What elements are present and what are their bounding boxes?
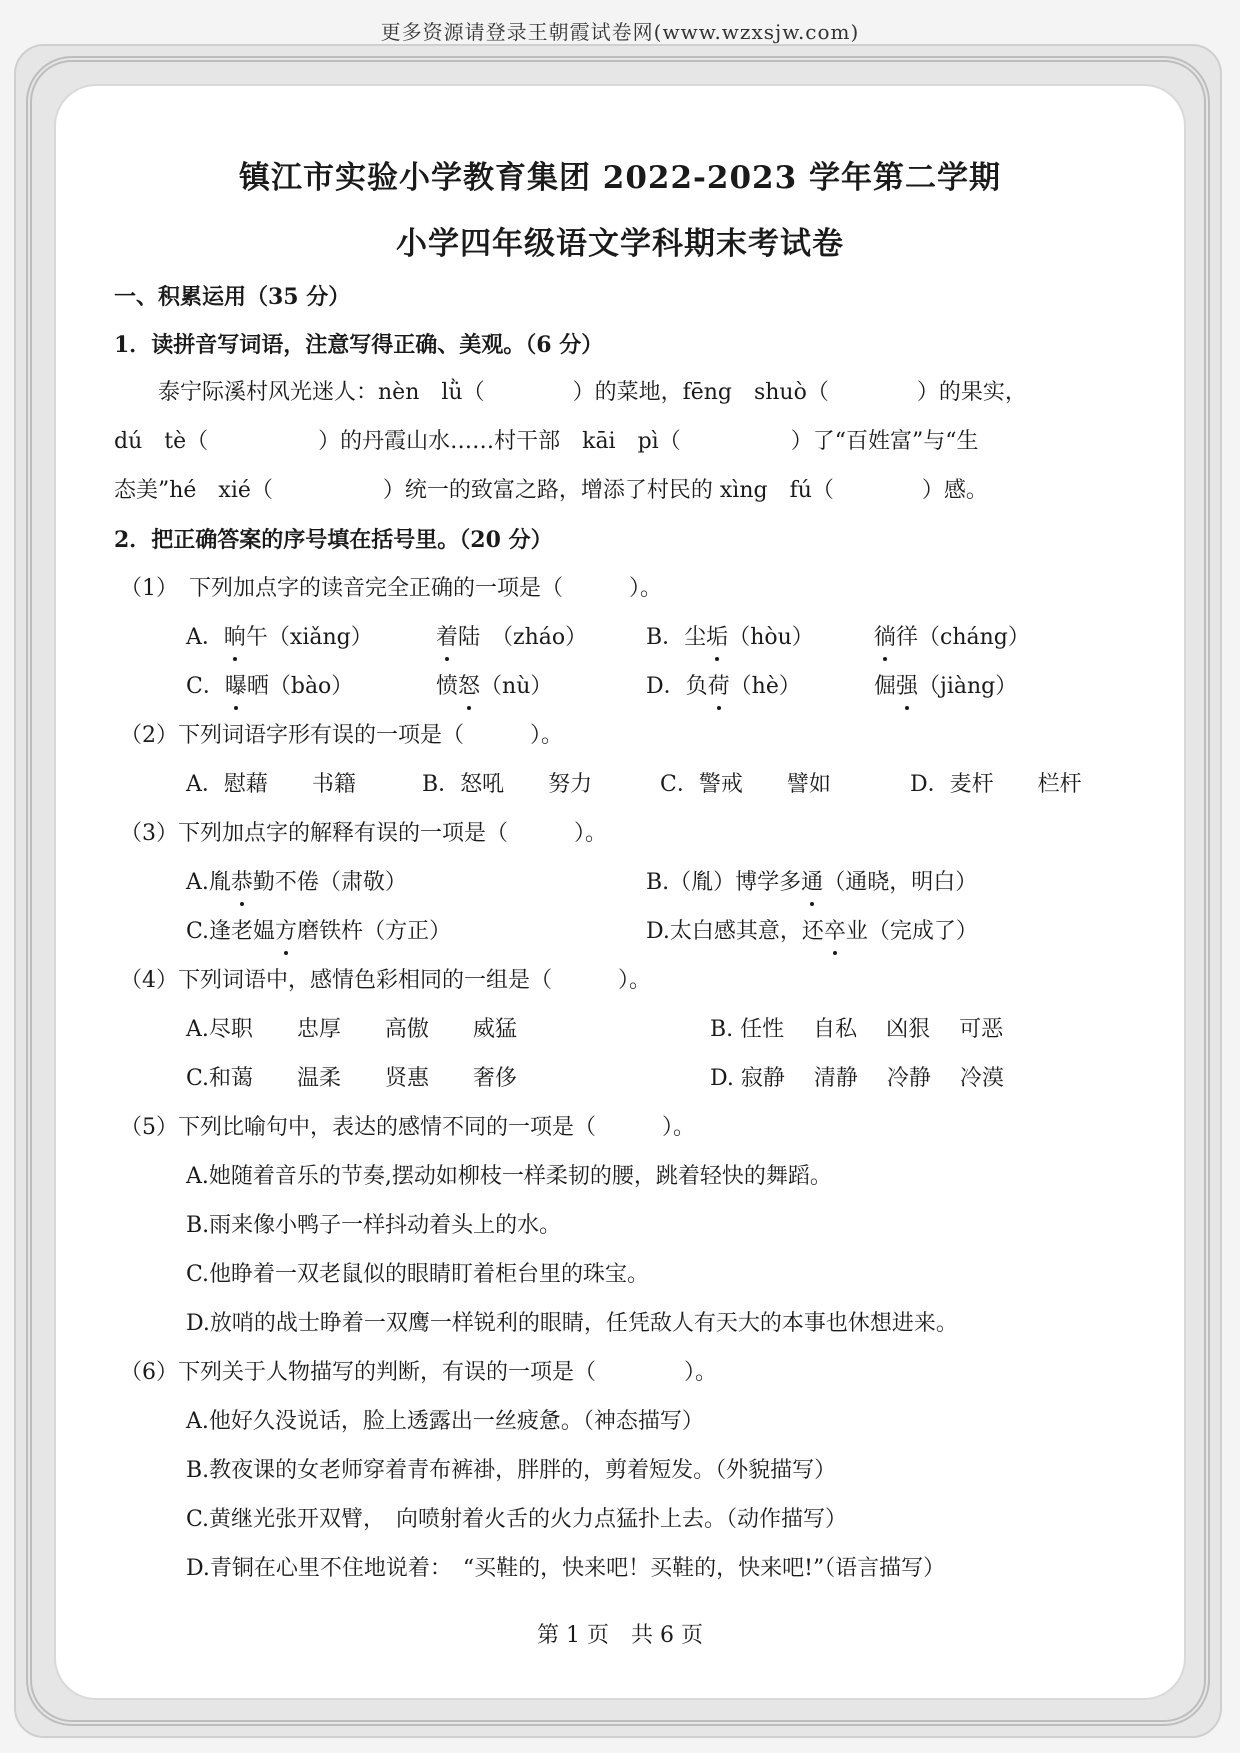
subquestion-6-option-d: D.青铜在心里不住地说着： “买鞋的，快来吧！买鞋的，快来吧!”（语言描写） (186, 1556, 946, 1581)
subquestion-3-stem: （3）下列加点字的解释有误的一项是（ ）。 (120, 821, 607, 846)
exam-title: 镇江市实验小学教育集团 2022-2023 学年第二学期 (238, 160, 1001, 196)
subquestion-2-option-b: B．怒吼 努力 (422, 772, 593, 797)
subquestion-2-option-c: C．警戒 譬如 (660, 772, 831, 797)
subquestion-1-option-a1: A．晌午（xiǎng） (186, 623, 373, 653)
subquestion-4-option-b: B. 任性 自私 凶狠 可恶 (710, 1017, 1004, 1042)
exam-subtitle: 小学四年级语文学科期末考试卷 (396, 226, 844, 262)
question-1-heading: 1．读拼音写词语，注意写得正确、美观。（6 分） (114, 332, 604, 358)
subquestion-1-option-c1: C．曝晒（bào） (186, 672, 353, 702)
subquestion-2-option-d: D．麦杆 栏杆 (910, 772, 1082, 797)
subquestion-4-option-c: C.和蔼 温柔 贤惠 奢侈 (186, 1066, 518, 1091)
subquestion-5-option-c: C.他睁着一双老鼠似的眼睛盯着柜台里的珠宝。 (186, 1262, 650, 1287)
subquestion-1-option-d2: 倔强（jiàng） (874, 672, 1017, 702)
subquestion-1-option-a2: 着陆 （zháo） (436, 623, 587, 653)
subquestion-3-option-c: C.逢老媪方磨铁杵（方正） (186, 917, 451, 947)
subquestion-1-option-b1: B．尘垢（hòu） (646, 623, 814, 653)
subquestion-6-option-a: A.他好久没说话，脸上透露出一丝疲惫。（神态描写） (186, 1409, 704, 1434)
site-header: 更多资源请登录王朝霞试卷网(www.wzxsjw.com) (380, 20, 860, 44)
subquestion-6-option-b: B.教夜课的女老师穿着青布裤褂，胖胖的，剪着短发。（外貌描写） (186, 1458, 837, 1483)
subquestion-1-option-d1: D．负荷（hè） (646, 672, 801, 702)
question-1-line-2: dú tè（ ）的丹霞山水……村干部 kāi pì（ ）了“百姓富”与“生 (114, 429, 979, 454)
subquestion-6-option-c: C.黄继光张开双臂， 向喷射着火舌的火力点猛扑上去。（动作描写） (186, 1507, 848, 1532)
question-1-line-3: 态美”hé xié（ ）统一的致富之路，增添了村民的 xìng fú（ ）感。 (114, 478, 988, 503)
subquestion-2-option-a: A．慰藉 书籍 (186, 772, 356, 797)
subquestion-5-stem: （5）下列比喻句中，表达的感情不同的一项是（ ）。 (120, 1115, 695, 1140)
subquestion-4-stem: （4）下列词语中，感情色彩相同的一组是（ ）。 (120, 968, 651, 993)
subquestion-5-option-d: D.放哨的战士睁着一双鹰一样锐利的眼睛，任凭敌人有天大的本事也休想进来。 (186, 1311, 958, 1336)
subquestion-1-stem: （1） 下列加点字的读音完全正确的一项是（ ）。 (120, 576, 662, 601)
subquestion-3-option-a: A.胤恭勤不倦（肃敬） (186, 868, 407, 898)
section-heading: 一、积累运用（35 分） (114, 284, 351, 310)
subquestion-2-stem: （2）下列词语字形有误的一项是（ ）。 (120, 723, 563, 748)
subquestion-4-option-a: A.尽职 忠厚 高傲 威猛 (186, 1017, 517, 1042)
subquestion-4-option-d: D. 寂静 清静 冷静 冷漠 (710, 1066, 1004, 1091)
subquestion-3-option-d: D.太白感其意，还卒业（完成了） (646, 917, 978, 947)
subquestion-5-option-b: B.雨来像小鸭子一样抖动着头上的水。 (186, 1213, 562, 1238)
subquestion-3-option-b: B.（胤）博学多通（通晓，明白） (646, 868, 977, 898)
question-2-heading: 2．把正确答案的序号填在括号里。（20 分） (114, 527, 553, 553)
subquestion-6-stem: （6）下列关于人物描写的判断，有误的一项是（ ）。 (120, 1360, 717, 1385)
subquestion-5-option-a: A.她随着音乐的节奏,摆动如柳枝一样柔韧的腰，跳着轻快的舞蹈。 (186, 1164, 832, 1189)
subquestion-1-option-b2: 徜徉（cháng） (874, 623, 1030, 653)
page-number: 第 1 页 共 6 页 (537, 1623, 703, 1648)
question-1-line-1: 泰宁际溪村风光迷人：nèn lǜ（ ）的菜地，fēng shuò（ ）的果实， (158, 380, 1027, 405)
subquestion-1-option-c2: 愤怒（nù） (436, 672, 552, 702)
